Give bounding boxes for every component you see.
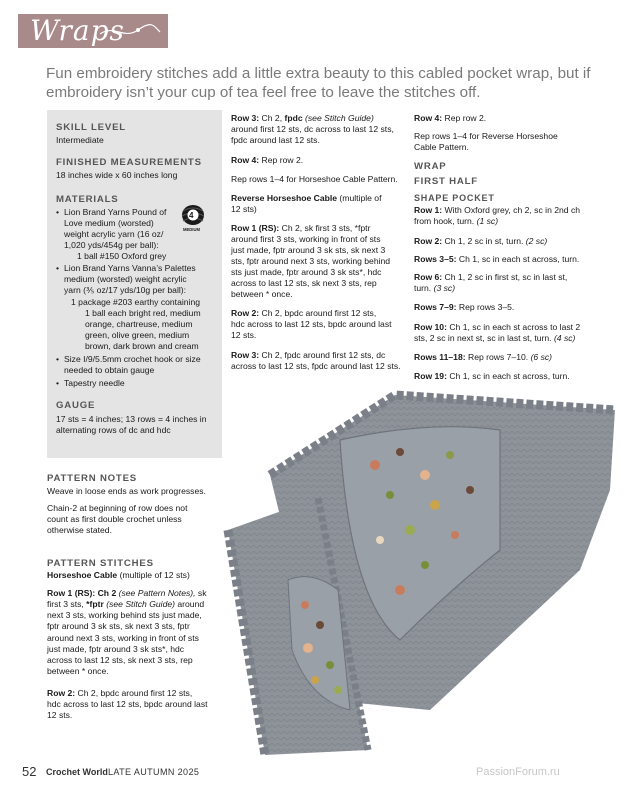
intro-text: Fun embroidery stitches add a little extra beauty to this cabled pocket wrap, but if embroidery isn’t your cup of tea feel free to leave the stitches off. xyxy=(46,65,591,101)
row-label: Rows 7–9: xyxy=(414,302,457,312)
row-label: Row 3: xyxy=(231,350,260,360)
row-line: around first 3 sts, working in front of sts xyxy=(231,234,381,244)
row-text: turn. xyxy=(414,283,434,293)
row-line: Rep rows 1–4 for Horseshoe Cable Pattern. xyxy=(231,174,398,184)
page-number: 52 xyxy=(22,764,37,779)
row-label: Row 2: xyxy=(231,308,260,318)
measurements-heading: FINISHED MEASUREMENTS xyxy=(56,157,202,168)
issue-label: LATE AUTUMN 2025 xyxy=(108,767,200,777)
row-label: Rows 3–5: xyxy=(414,254,457,264)
material-line: Lion Brand Yarns Pound of xyxy=(64,207,167,217)
row-label: Row 4: xyxy=(414,113,443,123)
row-line xyxy=(231,113,374,124)
row-line: fpdc around last 12 sts. xyxy=(231,135,320,145)
watermark: PassionForum.ru xyxy=(476,766,560,778)
stitch-title xyxy=(231,193,381,204)
row-line: hdc across to last 12 sts, bpdc around last xyxy=(47,699,208,709)
wrap-heading: WRAP xyxy=(414,161,447,172)
row-label: Row 1: xyxy=(414,205,443,215)
row-line: between * once. xyxy=(47,666,109,676)
row-line: hdc across to last 12 sts, bpdc around last xyxy=(231,319,392,329)
row-line xyxy=(414,254,579,265)
row-text: Ch 1, sc in each st across to last 2 xyxy=(446,322,581,332)
material-line: brown, dark brown and cream xyxy=(85,341,199,351)
row-line xyxy=(414,283,455,294)
row-line xyxy=(231,350,385,361)
stitch-title xyxy=(47,570,190,581)
publication-name: Crochet World xyxy=(46,767,108,777)
row-line xyxy=(414,322,580,333)
row-line: just made, fptr around 3 sk sts, sk next 3 xyxy=(231,245,386,255)
material-line: Lion Brand Yarns Vanna’s Palettes xyxy=(64,263,196,273)
material-line: 1 package #203 earthy containing xyxy=(71,297,201,307)
row-line: around first 12 sts, dc across to last 12 sts, xyxy=(231,124,394,134)
note-text: Weave in loose ends as work progresses. xyxy=(47,486,206,496)
row-line xyxy=(414,205,580,216)
row-line xyxy=(414,236,547,247)
yarn-weight-label: MEDIUM xyxy=(183,227,200,232)
row-line xyxy=(414,272,567,283)
row-line: fptr around 3 sk sts, sk next 3 sts, fptr xyxy=(47,621,190,631)
bullet: • xyxy=(56,378,60,388)
row-line: around next 3 sts, working in front of sts xyxy=(47,633,199,643)
row-text: Rep rows 3–5. xyxy=(456,302,515,312)
gauge-heading: GAUGE xyxy=(56,400,96,411)
row-count: (4 sc) xyxy=(553,333,576,343)
material-line: yarn (⅗ oz/17 yds/10g per ball): xyxy=(64,285,187,295)
row-line: across to last 12 sts, fpdc around last 12 sts. xyxy=(231,361,401,371)
row-count: (6 sc) xyxy=(530,352,553,362)
flourish-icon xyxy=(98,22,162,42)
row-text: Rep rows 7–10. xyxy=(465,352,531,362)
stitch-multiple: 12 sts) xyxy=(231,204,257,214)
row-label: Row 19: xyxy=(414,371,447,381)
note-text: count as first double crochet unless xyxy=(47,514,182,524)
bullet: • xyxy=(56,263,60,273)
material-line: 1 ball #150 Oxford grey xyxy=(77,251,167,261)
gauge-text: alternating rows of dc and hdc xyxy=(56,425,171,435)
skill-heading: SKILL LEVEL xyxy=(56,122,126,133)
material-line: needed to obtain gauge xyxy=(64,365,155,375)
row-text: Ch 1, sc in each st across, turn. xyxy=(446,371,570,381)
row-line xyxy=(414,216,498,227)
pattern-stitches-heading: PATTERN STITCHES xyxy=(47,558,154,569)
bullet: • xyxy=(56,354,60,364)
wrap-photo xyxy=(200,380,630,760)
material-line: Tapestry needle xyxy=(64,378,125,388)
row-text: Ch 2, sk first 3 sts, *fptr xyxy=(279,223,371,233)
row-text: Ch 2, xyxy=(259,113,285,123)
row-label: Rows 11–18: xyxy=(414,352,466,362)
row-line: 12 sts. xyxy=(231,330,257,340)
row-note: (see Stitch Guide) xyxy=(302,113,374,123)
material-line: Love medium (worsted) xyxy=(64,218,154,228)
shape-pocket-heading: SHAPE POCKET xyxy=(414,193,495,203)
row-text: Ch 2, bpdc around first 12 sts, xyxy=(75,688,193,698)
row-count: (1 sc) xyxy=(476,216,499,226)
row-text: Ch 2, fpdc around first 12 sts, dc xyxy=(259,350,386,360)
row-line: Rep rows 1–4 for Reverse Horseshoe xyxy=(414,131,558,141)
row-line: 12 sts. xyxy=(47,710,73,720)
row-count: (2 sc) xyxy=(525,236,548,246)
row-line xyxy=(414,352,552,363)
row-text: Ch 1, sc in each st across, turn. xyxy=(456,254,580,264)
material-line: Size I/9/5.5mm crochet hook or size xyxy=(64,354,201,364)
row-label: Row 6: xyxy=(414,272,443,282)
stitch-multiple: (multiple of xyxy=(337,193,382,203)
row-text: Ch 2, bpdc around first 12 sts, xyxy=(259,308,377,318)
stitch-name: Horseshoe Cable xyxy=(47,570,118,580)
row-line xyxy=(47,599,204,610)
material-line: 1 ball each bright red, medium xyxy=(85,308,201,318)
row-text: around xyxy=(175,599,205,609)
row-text: fpdc xyxy=(284,113,303,123)
row-line xyxy=(231,223,370,234)
row-line: just made, fptr around 3 sk sts*, hdc xyxy=(47,644,185,654)
row-line: across to last 12 sts, sk next 3 sts, rep xyxy=(47,655,193,665)
material-line: medium (worsted) weight acrylic xyxy=(64,274,187,284)
row-line xyxy=(47,588,207,599)
bullet: • xyxy=(56,207,60,217)
skill-level: Intermediate xyxy=(56,135,104,145)
row-text: sts, 2 sc in next st, sc in last st, turn. xyxy=(414,333,554,343)
pattern-notes-heading: PATTERN NOTES xyxy=(47,473,137,484)
row-label: Row 1 (RS): Ch 2 xyxy=(47,588,117,598)
first-half-heading: FIRST HALF xyxy=(414,176,478,187)
row-text: Ch 1, 2 sc in first st, sc in last st, xyxy=(442,272,568,282)
row-text: *fptr xyxy=(86,599,104,609)
row-line xyxy=(414,302,514,313)
row-text: Rep row 2. xyxy=(442,113,487,123)
row-text: sk xyxy=(195,588,207,598)
row-text: from hook, turn. xyxy=(414,216,477,226)
row-label: Row 2: xyxy=(47,688,76,698)
yarn-weight-number: 4 xyxy=(189,211,194,220)
row-line: next 3 sts, working behind sts just made, xyxy=(47,610,202,620)
row-text: Rep row 2. xyxy=(259,155,304,165)
row-line xyxy=(231,155,303,166)
row-text: first 3 sts, xyxy=(47,599,87,609)
row-line: Cable Pattern. xyxy=(414,142,469,152)
material-line: orange, chartreuse, medium xyxy=(85,319,193,329)
row-line xyxy=(414,333,575,344)
material-line: 1,020 yds/454g per ball): xyxy=(64,240,159,250)
stitch-name: Reverse Horseshoe Cable xyxy=(231,193,338,203)
note-text: Chain-2 at beginning of row does not xyxy=(47,503,188,513)
material-line: weight acrylic yarn (16 oz/ xyxy=(64,229,164,239)
stitch-multiple: (multiple of 12 sts) xyxy=(117,570,190,580)
row-line: sts just made, fptr around 3 sk sts*, hdc xyxy=(231,267,382,277)
row-label: Row 1 (RS): xyxy=(231,223,280,233)
row-line: sts, fptr around next 3 sts, working behind xyxy=(231,256,391,266)
gauge-text: 17 sts = 4 inches; 13 rows = 4 inches in xyxy=(56,414,207,424)
row-line xyxy=(231,308,376,319)
row-count: (3 sc) xyxy=(433,283,456,293)
measurements-text: 18 inches wide x 60 inches long xyxy=(56,170,178,180)
row-text: Ch 1, 2 sc in st, turn. xyxy=(442,236,526,246)
row-label: Row 2: xyxy=(414,236,443,246)
row-line: between * once. xyxy=(231,289,293,299)
materials-sidebar xyxy=(47,110,222,458)
row-label: Row 10: xyxy=(414,322,447,332)
row-note: (see Pattern Notes), xyxy=(116,588,196,598)
material-line: green, olive green, medium xyxy=(85,330,190,340)
row-text: With Oxford grey, ch 2, sc in 2nd ch xyxy=(442,205,581,215)
row-label: Row 4: xyxy=(231,155,260,165)
row-label: Row 3: xyxy=(231,113,260,123)
row-line: across to last 12 sts, sk next 3 sts, rep xyxy=(231,278,377,288)
section-title: Wraps xyxy=(30,14,125,47)
note-text: otherwise stated. xyxy=(47,525,112,535)
row-note: (see Stitch Guide) xyxy=(103,599,175,609)
row-line xyxy=(414,113,486,124)
row-line xyxy=(47,688,192,699)
materials-heading: MATERIALS xyxy=(56,194,119,205)
